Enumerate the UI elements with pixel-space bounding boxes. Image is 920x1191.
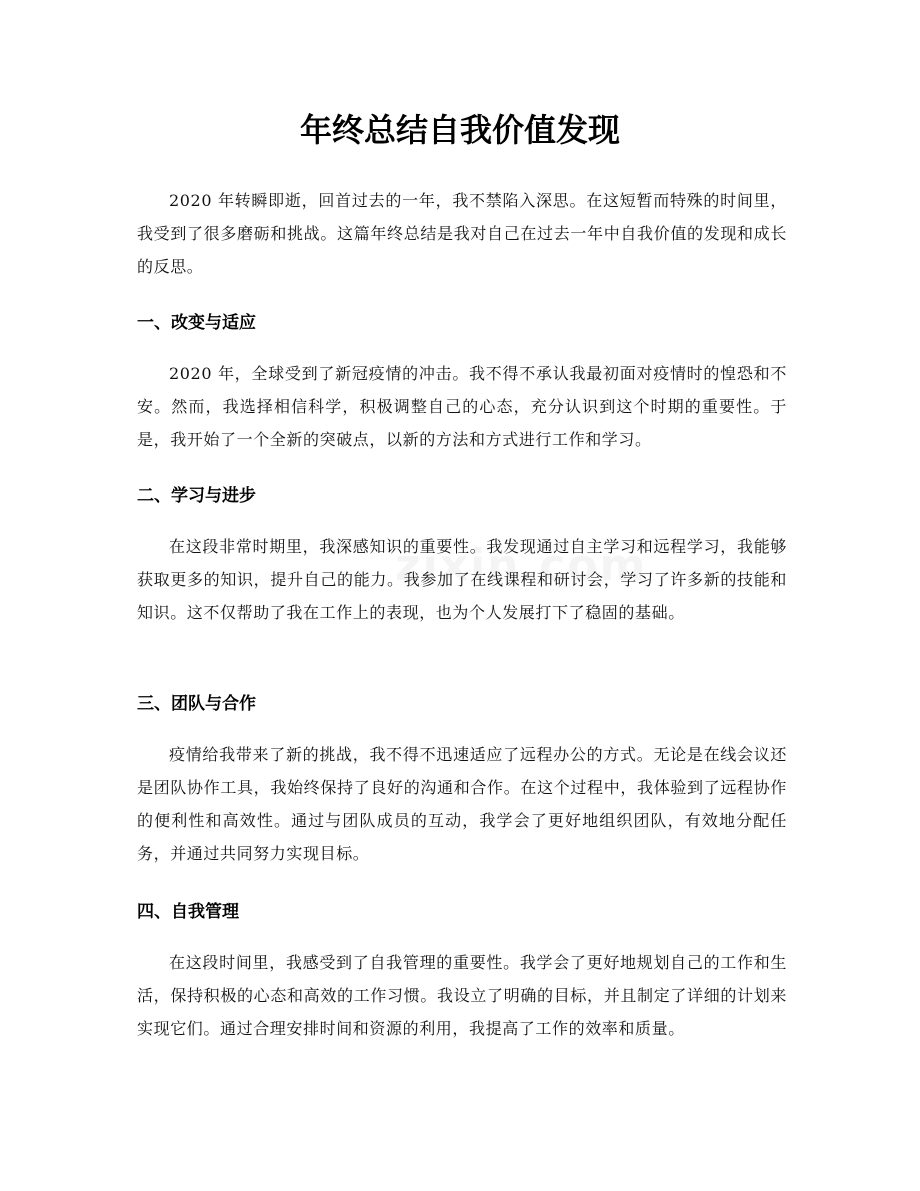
intro-paragraph: 2020 年转瞬即逝，回首过去的一年，我不禁陷入深思。在这短暂而特殊的时间里，我受到了很多磨砺和挑战。这篇年终总结是我对自己在过去一年中自我价值的发现和成长的反思。 (137, 191, 787, 276)
section-body-1: 2020 年，全球受到了新冠疫情的冲击。我不得不承认我最初面对疫情时的惶恐和不安。然而，我选择相信科学，积极调整自己的心态，充分认识到这个时期的重要性。于是，我开始了一个全新的突破点，以新的方法和方式进行工作和学习。 (137, 364, 787, 449)
section-body-3: 疫情给我带来了新的挑战，我不得不迅速适应了远程办公的方式。无论是在线会议还是团队协作工具，我始终保持了良好的沟通和合作。在这个过程中，我体验到了远程协作的便利性和高效性。通过与团队成员的互动，我学会了更好地组织团队，有效地分配任务，并通过共同努力实现目标。 (137, 745, 787, 863)
document-title: 年终总结自我价值发现 (299, 111, 620, 149)
section-heading-3: 三、团队与合作 (137, 694, 256, 714)
section-heading-2: 二、学习与进步 (137, 486, 256, 506)
section-body-2: 在这段非常时期里，我深感知识的重要性。我发现通过自主学习和远程学习，我能够获取更多的知识，提升自己的能力。我参加了在线课程和研讨会，学习了许多新的技能和知识。这不仅帮助了我在工作上的表现，也为个人发展打下了稳固的基础。 (137, 537, 787, 622)
section-body-4: 在这段时间里，我感受到了自我管理的重要性。我学会了更好地规划自己的工作和生活，保持积极的心态和高效的工作习惯。我设立了明确的目标，并且制定了详细的计划来实现它们。通过合理安排时间和资源的利用，我提高了工作的效率和质量。 (137, 953, 787, 1038)
section-heading-4: 四、自我管理 (137, 902, 239, 922)
section-heading-1: 一、改变与适应 (137, 313, 256, 333)
